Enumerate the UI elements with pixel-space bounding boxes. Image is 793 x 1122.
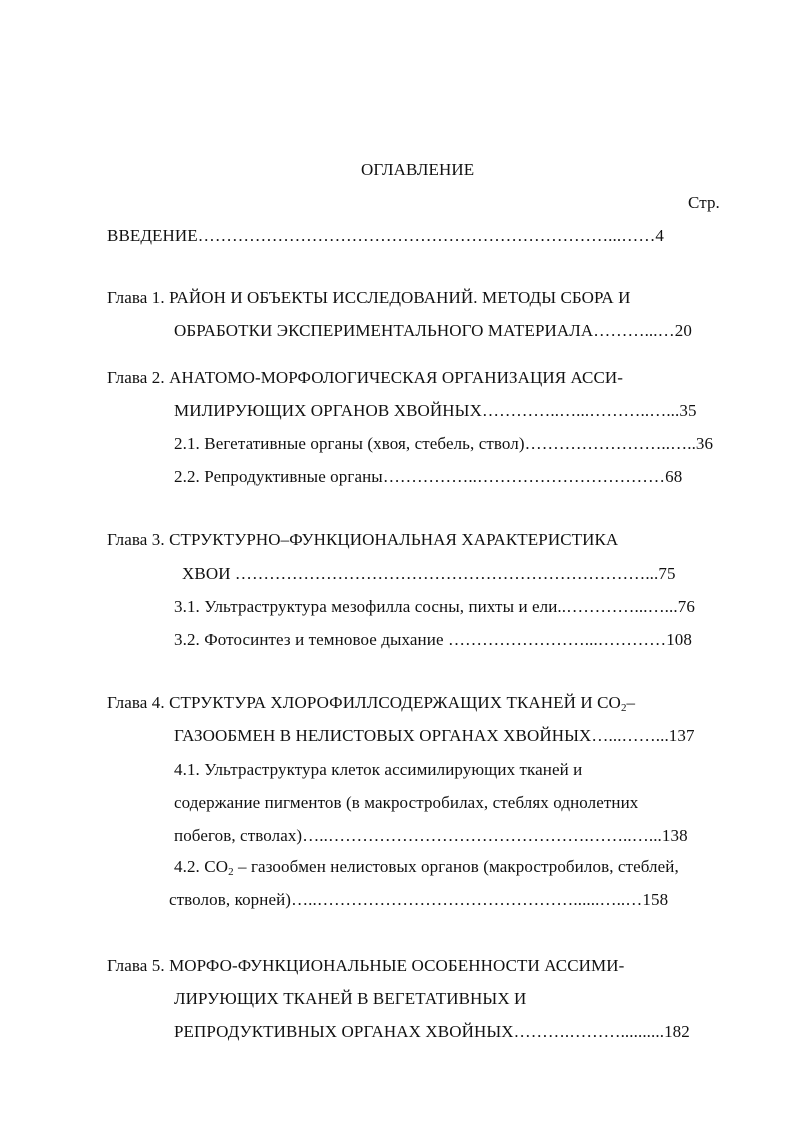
subscript-2: 2 bbox=[620, 702, 627, 714]
chapter-4-title-text: Глава 4. СТРУКТУРА ХЛОРОФИЛЛСОДЕРЖАЩИХ ТКАНЕЙ И СО bbox=[107, 693, 621, 712]
toc-entry-introduction: ВВЕДЕНИЕ………………………………………………………………...……4 bbox=[107, 226, 665, 245]
toc-section-3-2: 3.2. Фотосинтез и темновое дыхание ……………………...…………108 bbox=[174, 630, 692, 649]
toc-chapter-2-line-2: МИЛИРУЮЩИХ ОРГАНОВ ХВОЙНЫХ…………..…...………..…...35 bbox=[174, 401, 697, 420]
toc-chapter-1-line-2: ОБРАБОТКИ ЭКСПЕРИМЕНТАЛЬНОГО МАТЕРИАЛА………...…20 bbox=[174, 321, 692, 340]
toc-section-3-1: 3.1. Ультраструктура мезофилла сосны, пихты и ели..…………...…...76 bbox=[174, 597, 695, 616]
toc-section-2-2: 2.2. Репродуктивные органы……………..……………………………68 bbox=[174, 467, 683, 486]
toc-section-4-2-line-2: стволов, корней)…..………………………………………......…..…158 bbox=[169, 890, 669, 909]
toc-chapter-1-line-1: Глава 1. РАЙОН И ОБЪЕКТЫ ИССЛЕДОВАНИЙ. МЕТОДЫ СБОРА И bbox=[107, 288, 631, 307]
toc-section-2-1: 2.1. Вегетативные органы (хвоя, стебель, ствол)……………………..…..36 bbox=[174, 434, 714, 453]
subscript-2: 2 bbox=[228, 866, 234, 878]
toc-section-4-1-line-2: содержание пигментов (в макростробилах, стеблях однолетних bbox=[174, 793, 639, 812]
chapter-4-title-dash: – bbox=[626, 693, 636, 712]
page-title: ОГЛАВЛЕНИЕ bbox=[361, 160, 475, 179]
toc-section-4-1-line-3: побегов, стволах)…..……………………………………….……..…...138 bbox=[174, 826, 688, 845]
toc-chapter-4-line-1 bbox=[107, 693, 635, 718]
toc-section-4-1-line-1: 4.1. Ультраструктура клеток ассимилирующих тканей и bbox=[174, 760, 583, 779]
toc-section-4-2-line-1 bbox=[174, 857, 679, 882]
toc-chapter-5-line-1: Глава 5. МОРФО-ФУНКЦИОНАЛЬНЫЕ ОСОБЕННОСТИ АССИМИ- bbox=[107, 956, 625, 975]
section-4-2-number: 4.2. СО bbox=[174, 857, 229, 876]
toc-chapter-3-line-1: Глава 3. СТРУКТУРНО–ФУНКЦИОНАЛЬНАЯ ХАРАКТЕРИСТИКА bbox=[107, 530, 619, 549]
page-column-label: Стр. bbox=[688, 193, 720, 212]
toc-chapter-2-line-1: Глава 2. АНАТОМО-МОРФОЛОГИЧЕСКАЯ ОРГАНИЗАЦИЯ АССИ- bbox=[107, 368, 624, 387]
section-4-2-text: – газообмен нелистовых органов (макростробилов, стеблей, bbox=[233, 857, 679, 876]
toc-chapter-5-line-3: РЕПРОДУКТИВНЫХ ОРГАНАХ ХВОЙНЫХ……….………..........182 bbox=[174, 1022, 690, 1041]
toc-chapter-5-line-2: ЛИРУЮЩИХ ТКАНЕЙ В ВЕГЕТАТИВНЫХ И bbox=[174, 989, 527, 1008]
toc-chapter-4-line-2: ГАЗООБМЕН В НЕЛИСТОВЫХ ОРГАНАХ ХВОЙНЫХ…...……...137 bbox=[174, 726, 695, 745]
toc-chapter-3-line-2: ХВОИ ………………………………………………………………...75 bbox=[182, 564, 676, 583]
